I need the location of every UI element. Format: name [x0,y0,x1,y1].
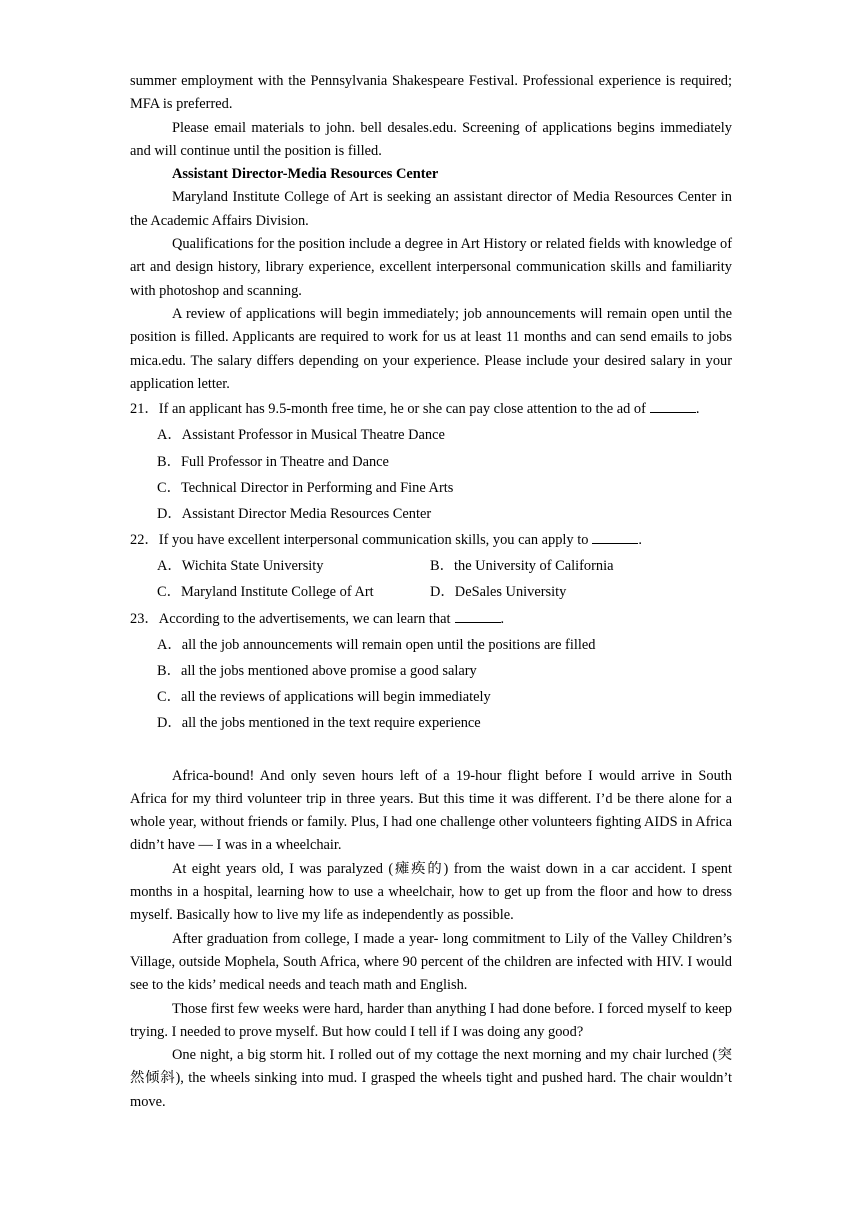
option-23-a [130,632,732,658]
option-letter: D． [157,505,182,522]
question-stem: If you have excellent interpersonal communication skills, you can apply to [158,532,589,549]
answer-blank [455,608,501,623]
option-22-d [430,579,703,605]
passage-paragraph-2: At eight years old, I was paralyzed (瘫痪的) from the waist down in a car accident. I spent months in a hospital, learning how to use a wheelchair, how to get up from the floor and how to dress myself. Basically how to live my life as independently as possible. [130,860,732,924]
question-22 [130,527,732,553]
option-text: Technical Director in Performing and Fine Arts [181,479,454,496]
ad-continuation: summer employment with the Pennsylvania Shakespeare Festival. Professional experience is required; MFA is preferred. [130,73,732,113]
passage-paragraph-3: After graduation from college, I made a year- long commitment to Lily of the Valley Children’s Village, outside Mophela, South Africa, where 90 percent of the children are infected with HIV. I would see to the kids’ medical needs and teach math and English. [130,930,732,994]
option-letter: C． [157,689,181,706]
option-text: all the reviews of applications will begin immediately [181,689,491,706]
passage-paragraph-1: Africa-bound! And only seven hours left of a 19-hour flight before I would arrive in South Africa for my third volunteer trip in three years. But this time it was different. I’d be there alone for a whole year, without friends or family. Plus, I had one challenge other volunteers fighting AIDS in Africa didn’t have — I was in a wheelchair. [130,767,732,854]
option-letter: A． [157,636,182,653]
question-number: 22． [130,532,159,549]
option-letter: B． [157,453,181,470]
question-21 [130,396,732,422]
option-text: Assistant Professor in Musical Theatre Dance [181,427,445,444]
question-number: 23． [130,610,159,627]
option-text: Maryland Institute College of Art [181,584,374,601]
option-text: Wichita State University [181,558,324,575]
ad-mica-paragraph-1: Maryland Institute College of Art is seeking an assistant director of Media Resources Center in the Academic Affairs Division. [130,189,732,229]
option-text: all the job announcements will remain open until the positions are filled [181,636,596,653]
option-21-a [130,422,732,448]
question-number: 21． [130,401,159,418]
ad-heading-mica: Assistant Director-Media Resources Center [172,166,439,183]
answer-blank [592,529,638,544]
option-letter: C． [157,584,181,601]
passage-paragraph-5: One night, a big storm hit. I rolled out of my cottage the next morning and my chair lurched (突然倾斜), the wheels sinking into mud. I grasped the wheels tight and pushed hard. The chair wouldn’t move. [130,1047,732,1110]
question-stem: If an applicant has 9.5-month free time, he or she can pay close attention to the ad of [158,401,646,418]
option-letter: C． [157,479,181,496]
option-21-b [130,449,732,475]
option-row-22-ab [130,553,732,579]
option-23-c [130,684,732,710]
option-row-22-cd [130,579,732,605]
ad-mica-paragraph-3: A review of applications will begin immediately; job announcements will remain open until the position is filled. Applicants are required to work for us at least 11 months and can send emails to jobs mica.edu. The salary differs depending on your experience. Please include your desired salary in your application letter. [130,305,732,392]
option-text: Full Professor in Theatre and Dance [181,453,389,470]
option-23-b [130,658,732,684]
option-text: DeSales University [454,584,567,601]
document-page [130,70,732,1114]
option-text: all the jobs mentioned above promise a good salary [181,663,477,680]
option-text: all the jobs mentioned in the text require experience [181,715,481,732]
option-letter: A． [157,427,182,444]
option-letter: D． [430,584,455,601]
question-23 [130,606,732,632]
option-letter: B． [430,558,454,575]
option-23-d [130,710,732,736]
option-letter: B． [157,663,181,680]
ad-contact: Please email materials to john. bell desales.edu. Screening of applications begins immediately and will continue until the position is filled. [130,119,732,159]
ad-mica-paragraph-2: Qualifications for the position include a degree in Art History or related fields with knowledge of art and design history, library experience, excellent interpersonal communication skills and familiarity with photoshop and scanning. [130,236,732,299]
answer-blank [650,398,696,413]
option-22-a [157,553,430,579]
question-tail: . [695,401,700,418]
question-tail: . [638,532,643,549]
passage-paragraph-4: Those first few weeks were hard, harder than anything I had done before. I forced myself to keep trying. I needed to prove myself. But how could I tell if I was doing any good? [130,1000,732,1040]
option-letter: D． [157,715,182,732]
option-21-c [130,475,732,501]
question-tail: . [500,610,505,627]
option-22-c [157,579,430,605]
option-text: the University of California [454,558,614,575]
option-22-b [430,553,703,579]
option-21-d [130,501,732,527]
option-letter: A． [157,558,182,575]
section-gap [130,737,732,765]
question-stem: According to the advertisements, we can learn that [158,610,451,627]
option-text: Assistant Director Media Resources Center [181,505,432,522]
